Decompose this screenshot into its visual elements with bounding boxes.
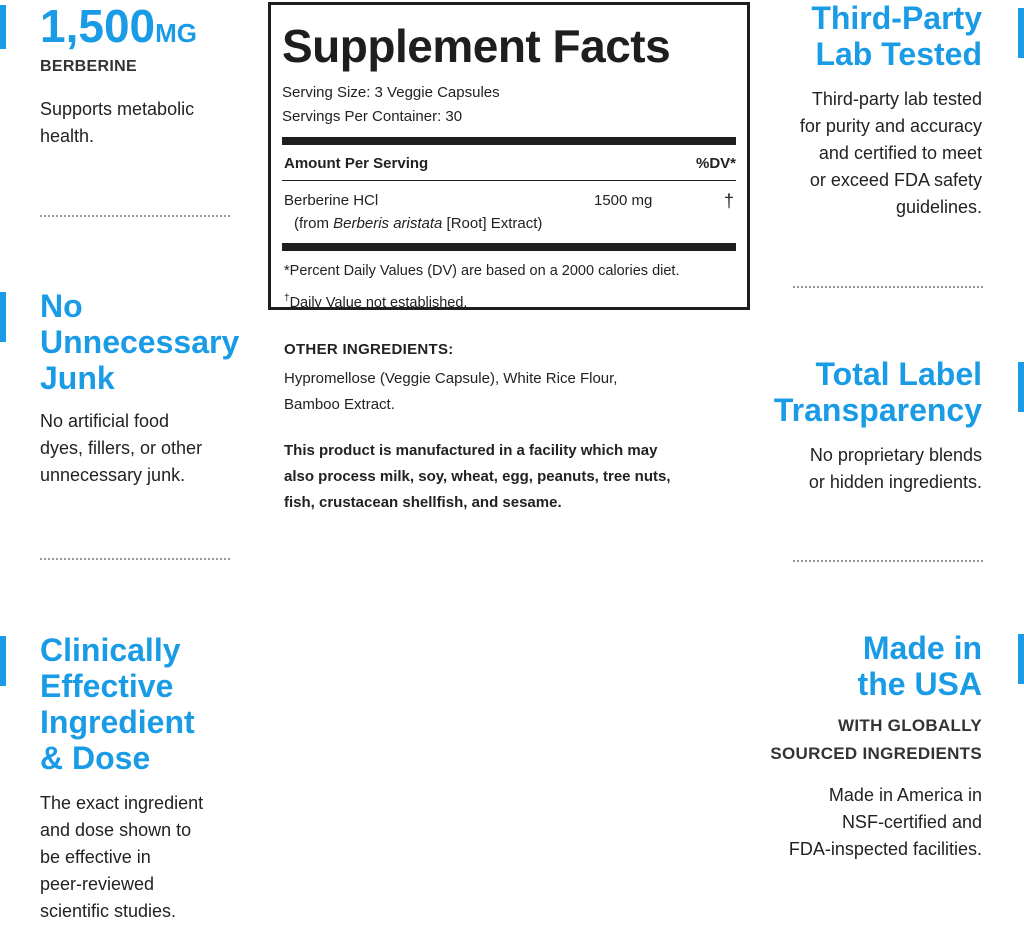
usa-title: Made in the USA — [857, 630, 982, 702]
allergen-statement: This product is manufactured in a facility which may also process milk, soy, wheat, egg, peanuts, tree nuts, fish, crustacean shellfish, and sesame. — [284, 442, 671, 511]
divider-right-2 — [793, 560, 983, 562]
footnote-dagger: †Daily Value not established. — [284, 293, 468, 311]
facts-rule-thick-1 — [282, 137, 736, 145]
usa-block — [770, 630, 982, 863]
dose-number: 1,500 — [40, 0, 156, 52]
dose-unit: MG — [155, 18, 198, 48]
ingredient-source: (from Berberis aristata [Root] Extract) — [294, 215, 543, 232]
junk-block — [40, 288, 239, 489]
amount-header-row — [282, 145, 736, 180]
serving-size: Serving Size: 3 Veggie Capsules — [282, 84, 500, 101]
junk-text: No artificial food dyes, fillers, or other unnecessary junk. — [40, 411, 203, 485]
clinical-text: The exact ingredient and dose shown to be effective in peer-reviewed scientific studies. — [40, 793, 204, 921]
amount-header: Amount Per Serving — [284, 155, 429, 172]
divider-left-1 — [40, 215, 230, 217]
other-ingredients-list: Hypromellose (Veggie Capsule), White Rice Flour, Bamboo Extract. — [284, 370, 618, 413]
accent-bar-lab — [1018, 8, 1024, 58]
divider-right-1 — [793, 286, 983, 288]
dose-ingredient: BERBERINE — [40, 58, 137, 75]
lab-block — [800, 0, 982, 221]
servings-per-container: Servings Per Container: 30 — [282, 108, 463, 125]
transparency-title: Total Label Transparency — [773, 356, 982, 428]
ingredient-row — [282, 181, 736, 211]
transparency-block — [774, 356, 982, 496]
clinical-block — [40, 632, 203, 925]
dose-text: Supports metabolic health. — [40, 99, 195, 146]
transparency-text: No proprietary blends or hidden ingredients. — [808, 445, 982, 492]
usa-subtitle: WITH GLOBALLY SOURCED INGREDIENTS — [770, 716, 982, 763]
facts-rule-thick-2 — [282, 243, 736, 251]
clinical-title: Clinically Effective Ingredient & Dose — [40, 632, 195, 776]
supplement-facts-panel — [268, 2, 750, 310]
accent-bar-usa — [1018, 634, 1024, 684]
lab-title: Third-Party Lab Tested — [811, 0, 982, 72]
lab-text: Third-party lab tested for purity and accuracy and certified to meet or exceed FDA safety guidelines. — [799, 89, 982, 217]
ingredient-dv: † — [723, 191, 734, 211]
accent-bar-junk — [0, 292, 6, 342]
facts-title: Supplement Facts — [282, 20, 671, 72]
dose-block — [40, 0, 197, 150]
junk-title: No Unnecessary Junk — [40, 288, 240, 396]
accent-bar-dose — [0, 5, 6, 49]
footnote-dv: *Percent Daily Values (DV) are based on a 2000 calories diet. — [284, 263, 680, 279]
dv-header: %DV* — [695, 155, 736, 172]
ingredient-name: Berberine HCl — [284, 192, 379, 209]
ingredient-amount: 1500 mg — [593, 192, 653, 209]
accent-bar-clinical — [0, 636, 6, 686]
other-ingredients-heading: OTHER INGREDIENTS: — [284, 341, 454, 358]
divider-left-2 — [40, 558, 230, 560]
usa-text: Made in America in NSF-certified and FDA-inspected facilities. — [788, 785, 982, 859]
accent-bar-transparency — [1018, 362, 1024, 412]
